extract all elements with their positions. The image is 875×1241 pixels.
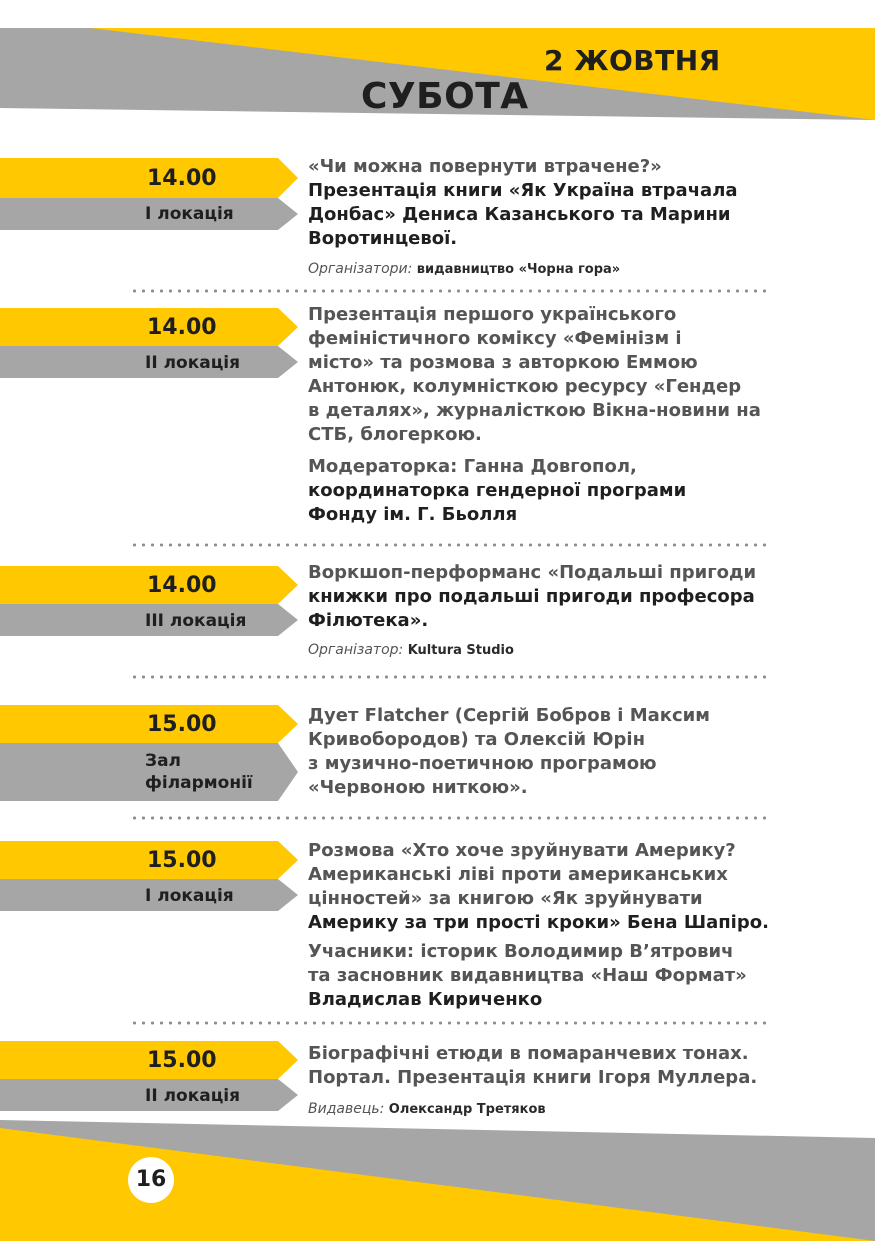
event-date: 2 ЖОВТНЯ xyxy=(544,44,721,77)
event-text-line: Біографічні етюди в помаранчевих тонах. xyxy=(308,1043,749,1064)
event-time: 14.00 xyxy=(147,166,217,191)
participants-line: Учасники: історик Володимир В’ятрович xyxy=(308,941,734,962)
event-description xyxy=(308,155,778,251)
event-day: СУБОТА xyxy=(361,76,529,117)
event-description xyxy=(308,839,778,935)
moderator-line: Модераторка: Ганна Довгопол, xyxy=(308,456,637,477)
event-time: 15.00 xyxy=(147,848,217,873)
organizer-name: Олександр Третяков xyxy=(388,1102,546,1117)
event-description xyxy=(308,1042,778,1090)
event-text-line: з музично-поетичною програмою xyxy=(308,753,657,774)
time-location-tag xyxy=(0,308,300,378)
event-time: 15.00 xyxy=(147,712,217,737)
event-text-line: «Червоною ниткою». xyxy=(308,777,528,798)
time-location-tag xyxy=(0,841,300,911)
event-text-line: Розмова «Хто хоче зруйнувати Америку? xyxy=(308,840,736,861)
event-text-line: Презентація книги «Як Україна втрачала xyxy=(308,180,738,201)
event-text-line: Портал. Презентація книги Ігоря Муллера. xyxy=(308,1067,758,1088)
dotted-divider xyxy=(130,675,770,679)
event-text-line: Донбас» Дениса Казанського та Марини xyxy=(308,204,731,225)
moderator-line: координаторка гендерної програми xyxy=(308,480,687,501)
event-location: І локація xyxy=(145,886,234,906)
organizer-label: Організатори: xyxy=(308,261,413,277)
moderator-line: Фонду ім. Г. Бьолля xyxy=(308,504,518,525)
event-time: 14.00 xyxy=(147,315,217,340)
event-organizer xyxy=(308,1100,778,1119)
time-location-tag xyxy=(0,1041,300,1111)
organizer-name: Kultura Studio xyxy=(407,643,514,658)
event-text-line: Філютека». xyxy=(308,610,429,631)
event-location: ІІІ локація xyxy=(145,611,247,631)
organizer-name: видавництво «Чорна гора» xyxy=(416,262,621,277)
event-text-line: книжки про подальші пригоди професора xyxy=(308,586,755,607)
event-text-line: Кривобородов) та Олексій Юрін xyxy=(308,729,646,750)
event-text-line: Презентація першого українського xyxy=(308,304,677,325)
event-text-line: цінностей» за книгою «Як зруйнувати xyxy=(308,888,703,909)
event-time: 15.00 xyxy=(147,1048,217,1073)
participants-line: Владислав Кириченко xyxy=(308,989,543,1010)
event-text-line: Американські ліві проти американських xyxy=(308,864,728,885)
event-location: І локація xyxy=(145,204,234,224)
time-location-tag xyxy=(0,566,300,636)
page-number: 16 xyxy=(128,1157,174,1203)
time-location-tag xyxy=(0,705,300,801)
organizer-label: Видавець: xyxy=(308,1101,385,1117)
event-text-line: Воркшоп-перформанс «Подальші пригоди xyxy=(308,562,757,583)
event-description xyxy=(308,561,778,633)
event-title-line: «Чи можна повернути втрачене?» xyxy=(308,156,662,177)
event-text-line: Дует Flatcher (Сергій Бобров і Максим xyxy=(308,705,710,726)
location-line: Зал xyxy=(145,751,182,771)
event-text-line: місто» та розмова з авторкою Еммою xyxy=(308,352,698,373)
event-location: ІІ локація xyxy=(145,1086,241,1106)
location-line: філармонії xyxy=(145,773,253,793)
event-text-line: Америку за три прості кроки» Бена Шапіро. xyxy=(308,912,769,933)
event-location xyxy=(145,750,253,794)
event-text-line: феміністичного коміксу «Фемінізм і xyxy=(308,328,682,349)
event-text-line: в деталях», журналісткою Вікна-новини на xyxy=(308,400,761,421)
event-text-line: СТБ, блогеркою. xyxy=(308,424,482,445)
organizer-label: Організатор: xyxy=(308,642,404,658)
event-location: ІІ локація xyxy=(145,353,241,373)
event-organizer xyxy=(308,260,778,279)
event-description xyxy=(308,303,778,447)
dotted-divider xyxy=(130,1021,770,1025)
time-location-tag xyxy=(0,158,300,230)
event-participants xyxy=(308,940,778,1012)
dotted-divider xyxy=(130,816,770,820)
event-time: 14.00 xyxy=(147,573,217,598)
event-organizer xyxy=(308,641,778,660)
event-text-line: Воротинцевої. xyxy=(308,228,458,249)
event-description xyxy=(308,704,778,800)
dotted-divider xyxy=(130,543,770,547)
event-moderator xyxy=(308,455,778,527)
participants-line: та засновник видавництва «Наш Формат» xyxy=(308,965,747,986)
event-text-line: Антонюк, колумністкою ресурсу «Гендер xyxy=(308,376,742,397)
dotted-divider xyxy=(130,289,770,293)
